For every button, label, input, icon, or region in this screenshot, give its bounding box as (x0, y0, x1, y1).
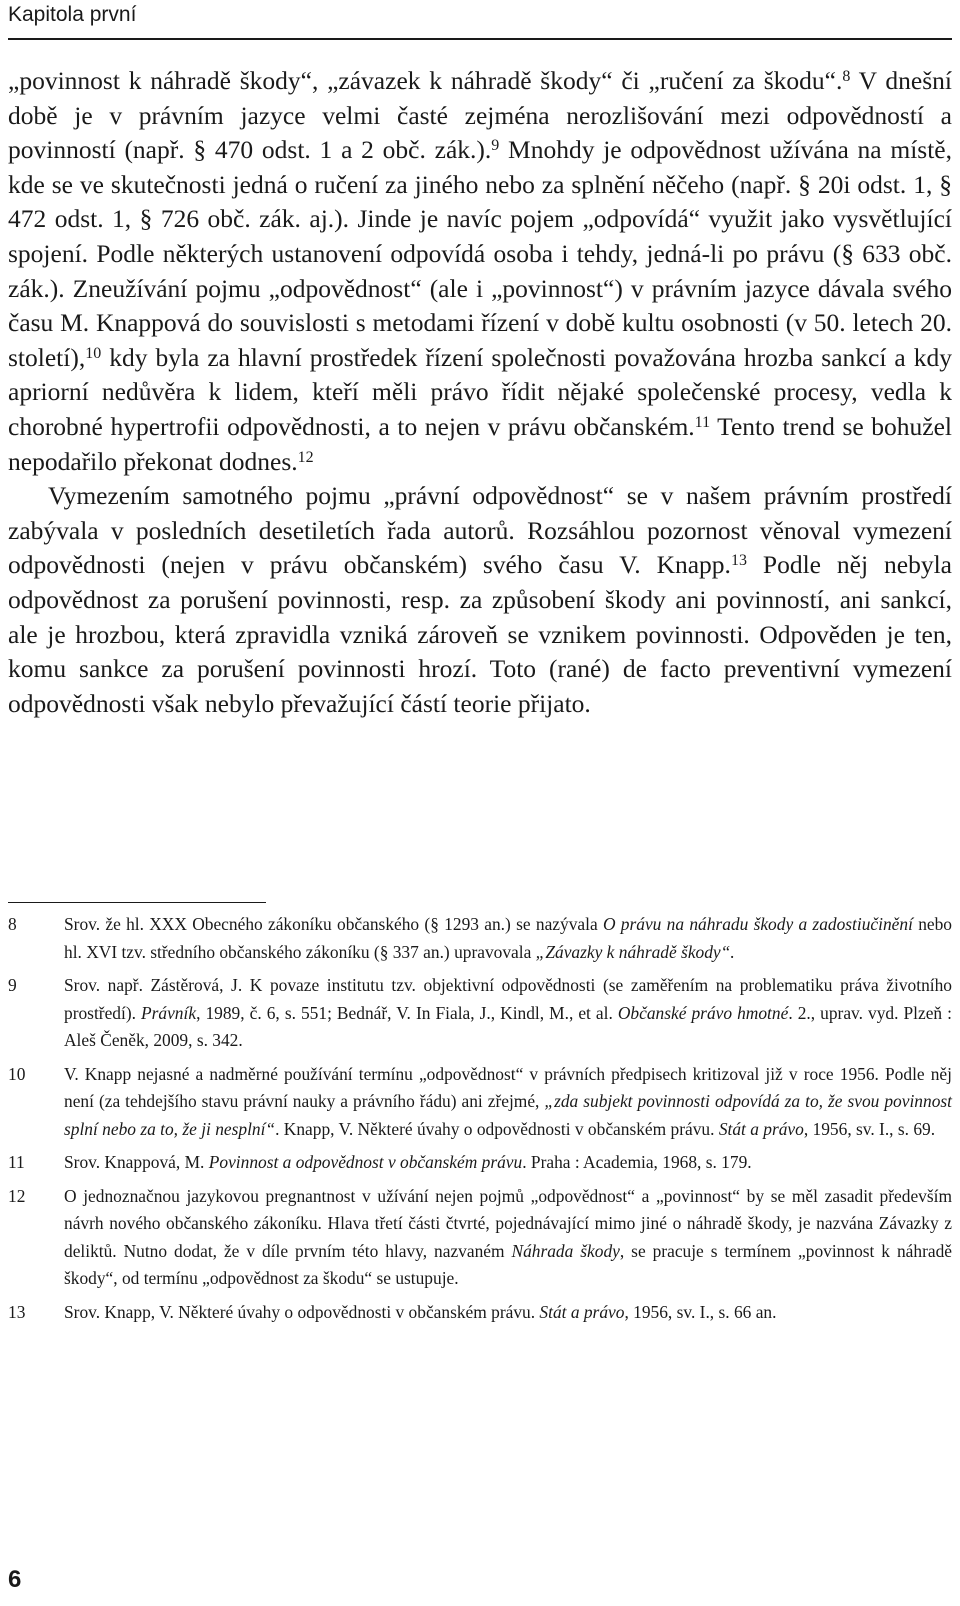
text-run: Srov. Knappová, M. (64, 1152, 209, 1172)
footnote-ref-11[interactable]: 11 (694, 413, 711, 431)
italic-title: Povinnost a odpovědnost v občanském právu (208, 1152, 523, 1172)
chapter-title: Kapitola první (8, 3, 137, 26)
footnote-number: 8 (8, 914, 17, 934)
text-run: , 1989, č. 6, s. 551; Bednář, V. In Fiala, J., Kindl, M., et al. (196, 1002, 618, 1023)
text-run: V dnešní době je v právním jazyce velmi časté zejména nerozlišování mezi odpovědností a povinností (např. § 470 odst. 1 a 2 obč. zák.). (8, 66, 952, 165)
footnote-9 (8, 972, 952, 1055)
text-run: V. Knapp nejasné a nadměrné používání termínu „odpovědnost“ v právních předpisech kritizoval již v roce 1956. Podle něj není (za tehdejšího stavu právní nauky a právního řádu) ani zřejmé, (64, 1063, 952, 1111)
text-run: , 1956, sv. I., s. 69. (803, 1118, 936, 1139)
text-run: nebo hl. XVI tzv. středního občanského zákoníku (§ 337 an.) upravovala (64, 914, 952, 962)
text-run: . Praha : Academia, 1968, s. 179. (522, 1152, 752, 1172)
italic-title: „Závazky k náhradě škody“. (535, 941, 735, 962)
text-run: Vymezením samotného pojmu „právní odpovědnost“ se v našem právním prostředí zabývala v posledních desetiletích řada autorů. Rozsáhlou pozornost věnoval vymezení odpovědnosti (nejen v právu občanském) svého času V. Knapp. (8, 481, 952, 580)
italic-title: Právník (141, 1002, 197, 1023)
footnote-number: 9 (8, 975, 17, 995)
italic-title: O právu na náhradu škody a zadostiučinění (602, 914, 913, 934)
main-text (8, 64, 952, 721)
footnote-8 (8, 911, 952, 966)
text-run: kdy byla za hlavní prostředek řízení společnosti považována hrozba sankcí a kdy apriorní nedůvěra k lidem, kteří měli právo řídit nějaké společenské procesy, vedla k chorobné hypertrofii odpovědnosti, a to nejen v právu občanském. (8, 342, 952, 441)
text-run: Podle něj nebyla odpovědnost za porušení povinnosti, resp. za způsobení škody ani povinností, ani sankcí, ale je hrozbou, která zpravidla vzniká zároveň se vznikem povinnosti. Odpověden je ten, komu sankce za porušení povinnosti hrozí. Toto (rané) de facto preventivní vymezení odpovědnosti však nebylo převažující částí teorie přijato. (8, 550, 952, 718)
text-run: . Knapp, V. Některé úvahy o odpovědnosti v občanském právu. (275, 1118, 719, 1139)
footnote-ref-12[interactable]: 12 (297, 448, 314, 466)
footnote-12 (8, 1183, 952, 1293)
footnote-ref-13[interactable]: 13 (730, 552, 747, 570)
footnote-ref-9[interactable]: 9 (491, 137, 500, 155)
text-run: , 1956, sv. I., s. 66 an. (624, 1301, 777, 1322)
footnote-13 (8, 1299, 952, 1327)
footnote-ref-8[interactable]: 8 (842, 68, 851, 85)
text-run: O jednoznačnou jazykovou pregnantnost v užívání nejen pojmů „odpovědnost“ a „povinnost“ by se měl zasadit především návrh nového občanského zákoníku. Hlava třetí části čtvrté, pojednávající mimo jiné o náhradě škody, je nazvána Závazky z deliktů. Nutno dodat, že v díle prvním této hlavy, nazvaném (64, 1185, 952, 1261)
italic-title: Občanské právo hmotné (617, 1002, 789, 1023)
paragraph-2 (8, 479, 952, 721)
text-run: , se pracuje s termínem „povinnost k náhradě škody“, od termínu „odpovědnost za škodu“ se ustupuje. (64, 1240, 952, 1288)
text-run: . 2., uprav. vyd. Plzeň : Aleš Čeněk, 2009, s. 342. (64, 1002, 952, 1050)
paragraph-1 (8, 64, 952, 479)
footnotes (8, 911, 952, 1332)
italic-quote: „zda subjekt povinnosti odpovídá za to, že svou povinnost splní nebo za to, že ji nesplní“ (64, 1091, 952, 1139)
text-run: Srov. Knapp, V. Některé úvahy o odpovědnosti v občanském právu. (64, 1301, 540, 1322)
italic-title: Náhrada škody (511, 1240, 620, 1261)
page-number: 6 (8, 1566, 22, 1593)
footnote-number: 13 (8, 1301, 26, 1322)
running-header (8, 0, 952, 40)
italic-title: Stát a právo (718, 1118, 804, 1139)
footnote-11 (8, 1149, 952, 1177)
italic-title: Stát a právo (539, 1301, 625, 1322)
footnote-10 (8, 1061, 952, 1144)
footnote-separator (8, 902, 266, 903)
text-run: Srov. např. Zástěrová, J. K povaze institutu tzv. objektivní odpovědnosti (se zaměřením na problematiku práva životního prostředí). (64, 975, 952, 1023)
text-run: „povinnost k náhradě škody“, „závazek k náhradě škody“ či „ručení za škodu“. (8, 66, 843, 95)
text-run: Tento trend se bohužel nepodařilo překonat dodnes. (8, 411, 952, 476)
footnote-ref-10[interactable]: 10 (85, 344, 102, 362)
text-run: Mnohdy je odpovědnost užívána na místě, kde se ve skutečnosti jedná o ručení za jiného nebo za splnění něčeho (např. § 20i odst. 1, § 472 odst. 1, § 726 obč. zák. aj.). Jinde je navíc pojem „odpovídá“ využit jako vysvětlující spojení. Podle některých ustanovení odpovídá osoba i tehdy, jedná-li po právu (§ 633 obč. zák.). Zneužívání pojmu „odpovědnost“ (ale i „povinnost“) v právním jazyce dávala svého času M. Knappová do souvislosti s metodami řízení v době kultu osobnosti (v 50. letech 20. století), (8, 135, 952, 372)
footnote-number: 11 (8, 1152, 25, 1172)
footnote-number: 10 (8, 1063, 26, 1084)
text-run: Srov. že hl. XXX Obecného zákoníku občanského (§ 1293 an.) se nazývala (64, 914, 603, 934)
footnote-number: 12 (8, 1185, 26, 1206)
